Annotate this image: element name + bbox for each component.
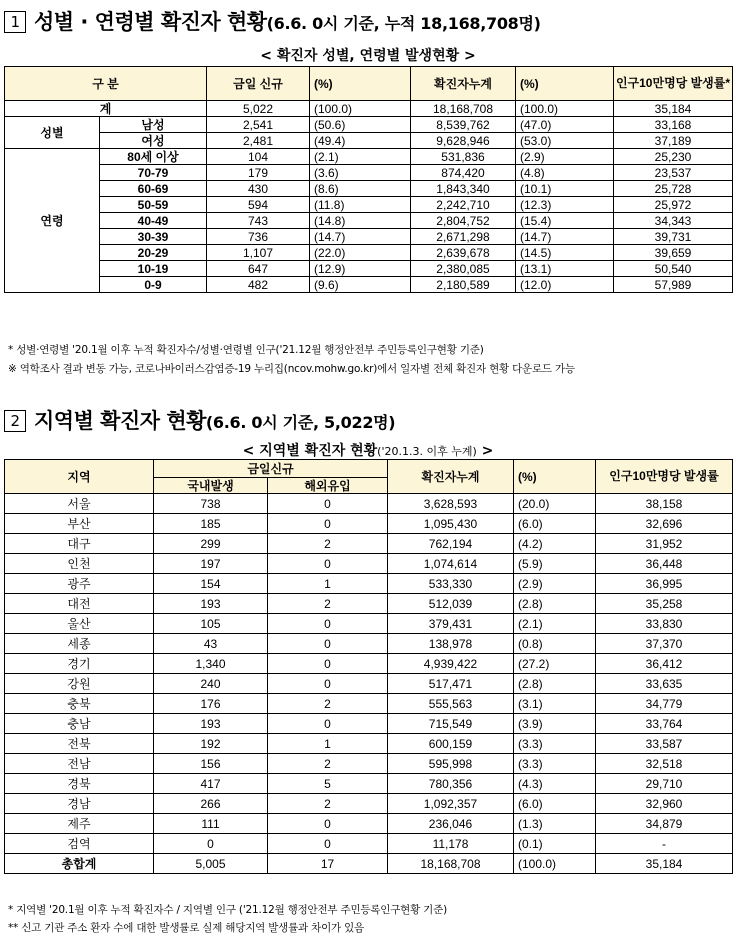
table-row xyxy=(5,694,733,714)
region-name-cell: 세종 xyxy=(5,634,154,654)
region-pct-cell: (3.9) xyxy=(514,714,596,734)
imported-cell: 0 xyxy=(268,494,388,514)
table-row xyxy=(5,133,733,149)
region-cumulative-cell: 18,168,708 xyxy=(388,854,514,874)
header-region-cumulative: 확진자누계 xyxy=(388,460,514,494)
table-row xyxy=(5,149,733,165)
region-cumulative-cell: 4,939,422 xyxy=(388,654,514,674)
rate-cell: 33,168 xyxy=(614,117,733,133)
new-cases-cell: 2,481 xyxy=(207,133,310,149)
region-pct-cell: (3.3) xyxy=(514,734,596,754)
new-cases-cell: 104 xyxy=(207,149,310,165)
region-cumulative-cell: 555,563 xyxy=(388,694,514,714)
cum-pct-cell: (14.5) xyxy=(516,245,614,261)
table-row xyxy=(5,494,733,514)
cum-pct-cell: (13.1) xyxy=(516,261,614,277)
new-cases-cell: 179 xyxy=(207,165,310,181)
region-name-cell: 제주 xyxy=(5,814,154,834)
region-name-cell: 충남 xyxy=(5,714,154,734)
region-name-cell: 전남 xyxy=(5,754,154,774)
domestic-cell: 176 xyxy=(154,694,268,714)
region-cumulative-cell: 1,092,357 xyxy=(388,794,514,814)
new-pct-cell: (14.8) xyxy=(310,213,411,229)
new-pct-cell: (9.6) xyxy=(310,277,411,293)
region-pct-cell: (3.3) xyxy=(514,754,596,774)
row-label: 남성 xyxy=(100,117,207,133)
region-pct-cell: (27.2) xyxy=(514,654,596,674)
region-pct-cell: (6.0) xyxy=(514,514,596,534)
new-pct-cell: (22.0) xyxy=(310,245,411,261)
cum-pct-cell: (100.0) xyxy=(516,101,614,117)
row-label: 60-69 xyxy=(100,181,207,197)
domestic-cell: 105 xyxy=(154,614,268,634)
header-new-today: 금일신규 xyxy=(154,460,388,478)
region-pct-cell: (5.9) xyxy=(514,554,596,574)
rate-cell: 37,189 xyxy=(614,133,733,149)
new-cases-cell: 2,541 xyxy=(207,117,310,133)
region-rate-cell: 32,696 xyxy=(596,514,733,534)
section2-caption xyxy=(0,440,736,460)
domestic-cell: 5,005 xyxy=(154,854,268,874)
section2-caption-text: < 지역별 확진자 현황 xyxy=(242,443,378,459)
domestic-cell: 1,340 xyxy=(154,654,268,674)
new-cases-cell: 482 xyxy=(207,277,310,293)
region-cumulative-cell: 236,046 xyxy=(388,814,514,834)
region-rate-cell: 32,518 xyxy=(596,754,733,774)
total-label: 계 xyxy=(5,101,207,117)
table-row xyxy=(5,654,733,674)
header-domestic: 국내발생 xyxy=(154,478,268,494)
region-rate-cell: 33,635 xyxy=(596,674,733,694)
region-name-cell: 부산 xyxy=(5,514,154,534)
new-cases-cell: 1,107 xyxy=(207,245,310,261)
cumulative-cell: 2,804,752 xyxy=(411,213,516,229)
region-cumulative-cell: 600,159 xyxy=(388,734,514,754)
region-pct-cell: (0.1) xyxy=(514,834,596,854)
region-cumulative-cell: 3,628,593 xyxy=(388,494,514,514)
region-cumulative-cell: 780,356 xyxy=(388,774,514,794)
table-row xyxy=(5,197,733,213)
rate-cell: 50,540 xyxy=(614,261,733,277)
section1-title: 성별 · 연령별 확진자 현황 xyxy=(34,10,267,34)
region-name-cell: 경남 xyxy=(5,794,154,814)
row-label: 70-79 xyxy=(100,165,207,181)
row-label: 여성 xyxy=(100,133,207,149)
region-name-cell: 대전 xyxy=(5,594,154,614)
domestic-cell: 0 xyxy=(154,834,268,854)
region-cumulative-cell: 595,998 xyxy=(388,754,514,774)
new-pct-cell: (49.4) xyxy=(310,133,411,149)
section2-caption-end: > xyxy=(476,443,494,459)
new-cases-cell: 5,022 xyxy=(207,101,310,117)
region-name-cell: 광주 xyxy=(5,574,154,594)
imported-cell: 0 xyxy=(268,714,388,734)
table-row xyxy=(5,181,733,197)
region-rate-cell: 31,952 xyxy=(596,534,733,554)
region-rate-cell: 34,779 xyxy=(596,694,733,714)
table-row xyxy=(5,245,733,261)
rate-cell: 34,343 xyxy=(614,213,733,229)
group-label-sex: 성별 xyxy=(5,117,100,149)
region-rate-cell: - xyxy=(596,834,733,854)
domestic-cell: 111 xyxy=(154,814,268,834)
region-rate-cell: 37,370 xyxy=(596,634,733,654)
new-pct-cell: (8.6) xyxy=(310,181,411,197)
new-pct-cell: (12.9) xyxy=(310,261,411,277)
cumulative-cell: 8,539,762 xyxy=(411,117,516,133)
new-cases-cell: 430 xyxy=(207,181,310,197)
rate-cell: 23,537 xyxy=(614,165,733,181)
domestic-cell: 193 xyxy=(154,594,268,614)
region-cumulative-cell: 533,330 xyxy=(388,574,514,594)
domestic-cell: 197 xyxy=(154,554,268,574)
new-cases-cell: 736 xyxy=(207,229,310,245)
table-row xyxy=(5,101,733,117)
cum-pct-cell: (14.7) xyxy=(516,229,614,245)
imported-cell: 0 xyxy=(268,654,388,674)
region-cumulative-cell: 138,978 xyxy=(388,634,514,654)
table-row xyxy=(5,754,733,774)
region-cumulative-cell: 517,471 xyxy=(388,674,514,694)
cumulative-cell: 2,639,678 xyxy=(411,245,516,261)
new-pct-cell: (14.7) xyxy=(310,229,411,245)
region-name-cell: 인천 xyxy=(5,554,154,574)
region-rate-cell: 33,587 xyxy=(596,734,733,754)
imported-cell: 0 xyxy=(268,634,388,654)
table-row xyxy=(5,594,733,614)
imported-cell: 0 xyxy=(268,614,388,634)
domestic-cell: 192 xyxy=(154,734,268,754)
imported-cell: 2 xyxy=(268,754,388,774)
table-row xyxy=(5,734,733,754)
region-name-cell: 울산 xyxy=(5,614,154,634)
sex-age-table xyxy=(4,66,733,293)
imported-cell: 5 xyxy=(268,774,388,794)
imported-cell: 0 xyxy=(268,834,388,854)
table-row xyxy=(5,117,733,133)
new-cases-cell: 743 xyxy=(207,213,310,229)
region-header-row-1 xyxy=(5,460,733,478)
imported-cell: 0 xyxy=(268,674,388,694)
header-region: 지역 xyxy=(5,460,154,494)
rate-cell: 35,184 xyxy=(614,101,733,117)
domestic-cell: 240 xyxy=(154,674,268,694)
section2-caption-period: ('20.1.3. 이후 누계) xyxy=(377,445,477,458)
cumulative-cell: 874,420 xyxy=(411,165,516,181)
section2-note-1: * 지역별 '20.1월 이후 누적 확진자수 / 지역별 인구 ('21.12월 행정안전부 주민등록인구현황 기준) xyxy=(8,904,447,916)
section2-number-box: 2 xyxy=(4,410,26,432)
rate-cell: 39,659 xyxy=(614,245,733,261)
header-rate: 인구10만명당 발생률* xyxy=(614,67,733,101)
table-row xyxy=(5,854,733,874)
header-category: 구 분 xyxy=(5,67,207,101)
table-header-row xyxy=(5,67,733,101)
region-cumulative-cell: 1,074,614 xyxy=(388,554,514,574)
region-cumulative-cell: 1,095,430 xyxy=(388,514,514,534)
region-pct-cell: (20.0) xyxy=(514,494,596,514)
region-pct-cell: (4.3) xyxy=(514,774,596,794)
imported-cell: 2 xyxy=(268,594,388,614)
cumulative-cell: 2,180,589 xyxy=(411,277,516,293)
domestic-cell: 417 xyxy=(154,774,268,794)
region-rate-cell: 36,412 xyxy=(596,654,733,674)
region-pct-cell: (0.8) xyxy=(514,634,596,654)
region-pct-cell: (1.3) xyxy=(514,814,596,834)
header-pct-cum: (%) xyxy=(516,67,614,101)
region-pct-cell: (3.1) xyxy=(514,694,596,714)
table-row xyxy=(5,261,733,277)
region-name-cell: 경기 xyxy=(5,654,154,674)
table-row xyxy=(5,165,733,181)
region-table-body xyxy=(5,494,733,874)
domestic-cell: 738 xyxy=(154,494,268,514)
domestic-cell: 266 xyxy=(154,794,268,814)
region-rate-cell: 33,830 xyxy=(596,614,733,634)
region-rate-cell: 29,710 xyxy=(596,774,733,794)
region-cumulative-cell: 379,431 xyxy=(388,614,514,634)
cum-pct-cell: (10.1) xyxy=(516,181,614,197)
new-pct-cell: (3.6) xyxy=(310,165,411,181)
region-rate-cell: 38,158 xyxy=(596,494,733,514)
region-pct-cell: (2.9) xyxy=(514,574,596,594)
table-row xyxy=(5,794,733,814)
section2-note-2: ** 신고 기관 주소 환자 수에 대한 발생률로 실제 해당지역 발생률과 차이가 있음 xyxy=(8,922,364,934)
section1-note-1: * 성별·연령별 '20.1월 이후 누적 확진자수/성별·연령별 인구('21.12월 행정안전부 주민등록인구현황 기준) xyxy=(8,344,484,356)
region-cumulative-cell: 512,039 xyxy=(388,594,514,614)
region-rate-cell: 36,448 xyxy=(596,554,733,574)
section1-number-box: 1 xyxy=(4,11,26,33)
row-label: 0-9 xyxy=(100,277,207,293)
new-pct-cell: (100.0) xyxy=(310,101,411,117)
new-pct-cell: (11.8) xyxy=(310,197,411,213)
cum-pct-cell: (12.0) xyxy=(516,277,614,293)
region-pct-cell: (2.1) xyxy=(514,614,596,634)
table-row xyxy=(5,574,733,594)
rate-cell: 57,989 xyxy=(614,277,733,293)
region-pct-cell: (2.8) xyxy=(514,594,596,614)
section2-heading xyxy=(4,405,395,435)
section1-caption: < 확진자 성별, 연령별 발생현황 > xyxy=(260,48,476,64)
imported-cell: 0 xyxy=(268,554,388,574)
imported-cell: 2 xyxy=(268,694,388,714)
section1-note-2: ※ 역학조사 결과 변동 가능, 코로나바이러스감염증-19 누리집(ncov.mohw.go.kr)에서 일자별 전체 확진자 현황 다운로드 가능 xyxy=(8,363,575,375)
row-label: 40-49 xyxy=(100,213,207,229)
new-cases-cell: 594 xyxy=(207,197,310,213)
new-pct-cell: (2.1) xyxy=(310,149,411,165)
imported-cell: 2 xyxy=(268,794,388,814)
cum-pct-cell: (2.9) xyxy=(516,149,614,165)
header-region-rate: 인구10만명당 발생률 xyxy=(596,460,733,494)
sex-age-table-body xyxy=(5,101,733,293)
region-rate-cell: 32,960 xyxy=(596,794,733,814)
region-pct-cell: (4.2) xyxy=(514,534,596,554)
domestic-cell: 299 xyxy=(154,534,268,554)
table-row xyxy=(5,834,733,854)
region-cumulative-cell: 715,549 xyxy=(388,714,514,734)
table-row xyxy=(5,634,733,654)
row-label: 10-19 xyxy=(100,261,207,277)
table-row xyxy=(5,714,733,734)
region-name-cell: 강원 xyxy=(5,674,154,694)
table-row xyxy=(5,814,733,834)
region-name-cell: 대구 xyxy=(5,534,154,554)
table-row xyxy=(5,534,733,554)
region-cumulative-cell: 762,194 xyxy=(388,534,514,554)
imported-cell: 1 xyxy=(268,734,388,754)
cum-pct-cell: (12.3) xyxy=(516,197,614,213)
cumulative-cell: 18,168,708 xyxy=(411,101,516,117)
region-name-cell: 총합계 xyxy=(5,854,154,874)
domestic-cell: 193 xyxy=(154,714,268,734)
region-rate-cell: 33,764 xyxy=(596,714,733,734)
section1-subtitle: (6.6. 0시 기준, 누적 18,168,708명) xyxy=(266,14,541,33)
region-name-cell: 경북 xyxy=(5,774,154,794)
rate-cell: 25,230 xyxy=(614,149,733,165)
rate-cell: 25,728 xyxy=(614,181,733,197)
header-new-cases: 금일 신규 xyxy=(207,67,310,101)
row-label: 30-39 xyxy=(100,229,207,245)
domestic-cell: 154 xyxy=(154,574,268,594)
region-table xyxy=(4,459,733,874)
imported-cell: 17 xyxy=(268,854,388,874)
section1-heading xyxy=(4,6,541,36)
domestic-cell: 185 xyxy=(154,514,268,534)
table-row xyxy=(5,774,733,794)
region-pct-cell: (100.0) xyxy=(514,854,596,874)
region-rate-cell: 35,184 xyxy=(596,854,733,874)
imported-cell: 2 xyxy=(268,534,388,554)
cumulative-cell: 1,843,340 xyxy=(411,181,516,197)
region-rate-cell: 36,995 xyxy=(596,574,733,594)
cumulative-cell: 2,242,710 xyxy=(411,197,516,213)
region-pct-cell: (2.8) xyxy=(514,674,596,694)
imported-cell: 0 xyxy=(268,814,388,834)
region-cumulative-cell: 11,178 xyxy=(388,834,514,854)
header-pct-new: (%) xyxy=(310,67,411,101)
cumulative-cell: 531,836 xyxy=(411,149,516,165)
region-name-cell: 충북 xyxy=(5,694,154,714)
row-label: 50-59 xyxy=(100,197,207,213)
region-name-cell: 서울 xyxy=(5,494,154,514)
section2-title: 지역별 확진자 현황 xyxy=(34,409,206,433)
rate-cell: 39,731 xyxy=(614,229,733,245)
region-pct-cell: (6.0) xyxy=(514,794,596,814)
cum-pct-cell: (15.4) xyxy=(516,213,614,229)
table-row xyxy=(5,229,733,245)
row-label: 80세 이상 xyxy=(100,149,207,165)
domestic-cell: 43 xyxy=(154,634,268,654)
cum-pct-cell: (47.0) xyxy=(516,117,614,133)
cum-pct-cell: (53.0) xyxy=(516,133,614,149)
table-row xyxy=(5,554,733,574)
table-row xyxy=(5,213,733,229)
table-row xyxy=(5,614,733,634)
row-label: 20-29 xyxy=(100,245,207,261)
cum-pct-cell: (4.8) xyxy=(516,165,614,181)
rate-cell: 25,972 xyxy=(614,197,733,213)
domestic-cell: 156 xyxy=(154,754,268,774)
new-pct-cell: (50.6) xyxy=(310,117,411,133)
section2-subtitle: (6.6. 0시 기준, 5,022명) xyxy=(205,413,396,432)
header-imported: 해외유입 xyxy=(268,478,388,494)
table-row xyxy=(5,514,733,534)
region-rate-cell: 34,879 xyxy=(596,814,733,834)
table-row xyxy=(5,674,733,694)
new-cases-cell: 647 xyxy=(207,261,310,277)
region-name-cell: 검역 xyxy=(5,834,154,854)
header-region-pct: (%) xyxy=(514,460,596,494)
region-rate-cell: 35,258 xyxy=(596,594,733,614)
imported-cell: 1 xyxy=(268,574,388,594)
header-cumulative: 확진자누계 xyxy=(411,67,516,101)
table-row xyxy=(5,277,733,293)
cumulative-cell: 2,671,298 xyxy=(411,229,516,245)
imported-cell: 0 xyxy=(268,514,388,534)
cumulative-cell: 2,380,085 xyxy=(411,261,516,277)
cumulative-cell: 9,628,946 xyxy=(411,133,516,149)
region-name-cell: 전북 xyxy=(5,734,154,754)
group-label-age: 연령 xyxy=(5,149,100,293)
